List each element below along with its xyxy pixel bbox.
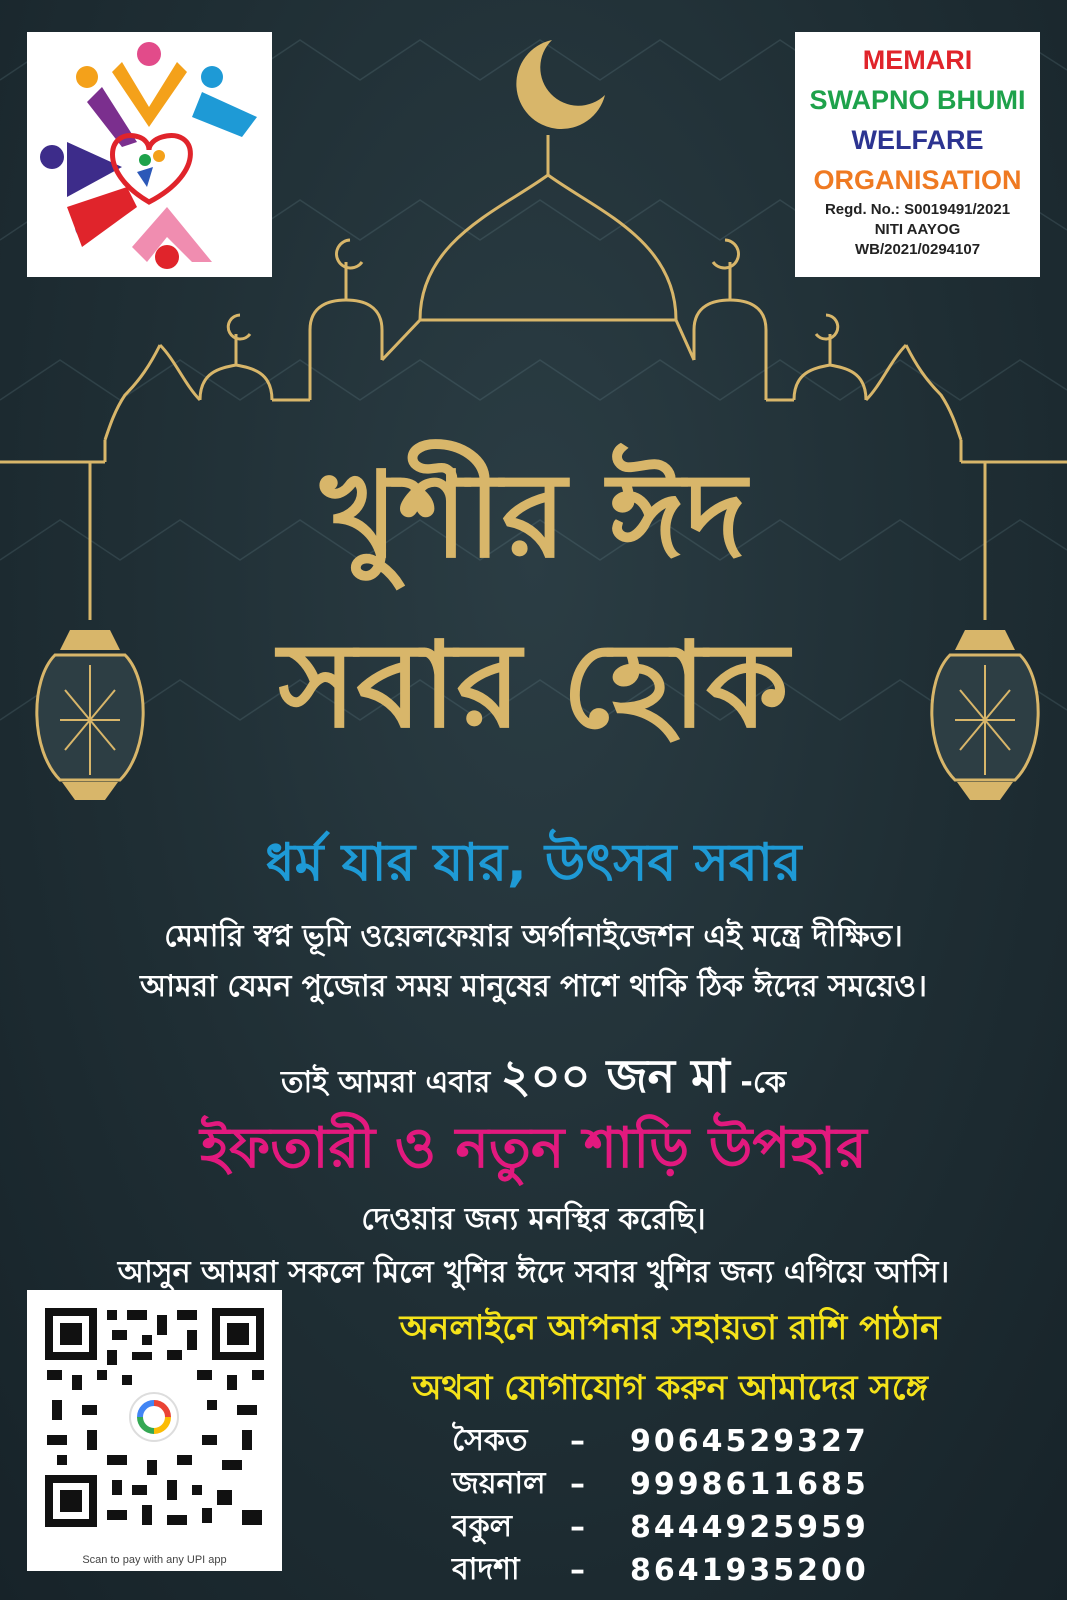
contact-name: সৈকত (452, 1423, 528, 1458)
tagline: ধর্ম যার যার, উৎসব সবার (265, 833, 802, 893)
contact-phone[interactable]: 8641935200 (630, 1553, 869, 1588)
org-name-line1: MEMARI (862, 45, 973, 75)
contact-name: জয়নাল (452, 1466, 546, 1501)
org-name-line4: ORGANISATION (813, 165, 1022, 195)
upi-qr-code[interactable] (27, 1290, 282, 1571)
contact-row (452, 1549, 869, 1592)
regd-number: Regd. No.: S0019491/2021 (824, 201, 1011, 218)
body-line3-big: ২০০ জন মা (500, 1049, 730, 1103)
headline-line1: খুশীর ঈদ (320, 445, 747, 584)
contact-phone[interactable]: 9998611685 (630, 1467, 869, 1502)
organisation-logo (27, 32, 272, 277)
body-line3-pre: তাই আমরা এবার (280, 1065, 491, 1100)
contact-list (452, 1420, 869, 1592)
body-line5: আসুন আমরা সকলে মিলে খুশির ঈদে সবার খুশির জন্য এগিয়ে আসি। (117, 1255, 950, 1290)
body-line3-post: -কে (740, 1065, 787, 1100)
niti-aayog-number: WB/2021/0294107 (854, 241, 981, 258)
contact-row (452, 1463, 869, 1506)
org-name-line3: WELFARE (851, 125, 984, 155)
contact-row (452, 1420, 869, 1463)
cta-line2: অথবা যোগাযোগ করুন আমাদের সঙ্গে (412, 1368, 928, 1408)
contact-name: বকুল (452, 1509, 513, 1544)
contact-phone[interactable]: 9064529327 (630, 1424, 869, 1459)
headline-line2: সবার হোক (278, 615, 789, 754)
people-heart-logo-icon (27, 32, 272, 277)
body-line1: মেমারি স্বপ্ন ভূমি ওয়েলফেয়ার অর্গানাইজেশন এই মন্ত্রে দীক্ষিত। (164, 919, 903, 954)
contact-phone[interactable]: 8444925959 (630, 1510, 869, 1545)
contact-dash: – (570, 1510, 585, 1545)
contact-row (452, 1506, 869, 1549)
contact-dash: – (570, 1553, 585, 1588)
cta-line1: অনলাইনে আপনার সহায়তা রাশি পাঠান (399, 1308, 941, 1348)
org-name-line2: SWAPNO BHUMI (809, 85, 1026, 115)
gift-line: ইফতারী ও নতুন শাড়ি উপহার (200, 1116, 867, 1181)
body-line2: আমরা যেমন পুজোর সময় মানুষের পাশে থাকি ঠিক ঈদের সময়েও। (140, 969, 927, 1004)
qr-code-icon (27, 1290, 282, 1545)
body-line4: দেওয়ার জন্য মনস্থির করেছি। (361, 1202, 706, 1237)
niti-aayog-label: NITI AAYOG (874, 221, 961, 238)
contact-name: বাদশা (452, 1552, 520, 1587)
qr-caption: Scan to pay with any UPI app (82, 1554, 227, 1566)
organisation-name-box (795, 32, 1040, 277)
contact-dash: – (570, 1424, 585, 1459)
contact-dash: – (570, 1467, 585, 1502)
